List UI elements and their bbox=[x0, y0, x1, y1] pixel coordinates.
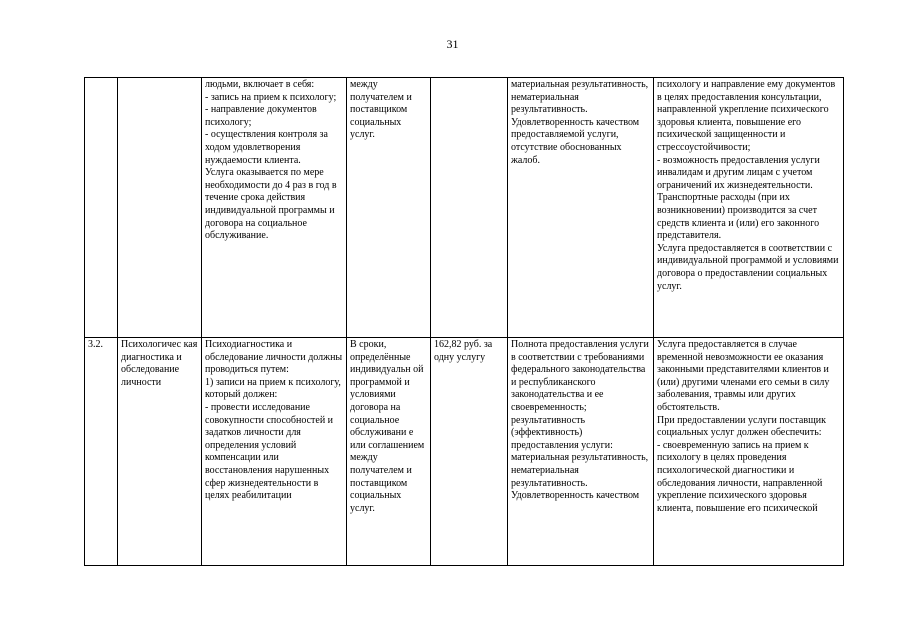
cell-num bbox=[85, 78, 118, 338]
cell-description: Психодиагностика и обследование личности должны проводиться путем: 1) записи на прием к психологу, который должен: - провести исследование совокупности способностей и задатков личности для определения условий компенсации или восстановления нарушенных сфер жизнедеятельности в целях реабилитации bbox=[202, 338, 347, 566]
cell-num: 3.2. bbox=[85, 338, 118, 566]
cell-quality-indicators: материальная результативность, нематериальная результативность. Удовлетворенность качеством предоставляемой услуги, отсутствие обоснованных жалоб. bbox=[508, 78, 654, 338]
cell-price bbox=[431, 78, 508, 338]
cell-price: 162,82 руб. за одну услугу bbox=[431, 338, 508, 566]
services-table bbox=[84, 77, 844, 566]
cell-conditions: психологу и направление ему документов в целях предоставления консультации, направленной укрепление психического здоровья клиента, повышение его психической защищенности и стрессоустойчивости; - возможность предоставления услуги инвалидам и другим лицам с учетом ограничений их жизнедеятельности. Транспортные расходы (при их возникновении) производится за счет средств клиента и (или) его законного представителя. Услуга предоставляется в соответствии с индивидуальной программой и условиями договора о предоставлении социальных услуг. bbox=[654, 78, 844, 338]
page-number: 31 bbox=[446, 37, 459, 51]
cell-quality-indicators: Полнота предоставления услуги в соответствии с требованиями федерального законодательства и республиканского законодательства и ее своевременность; результативность (эффективность) предоставления услуги: материальная результативность, нематериальная результативность. Удовлетворенность качеством bbox=[508, 338, 654, 566]
cell-conditions: Услуга предоставляется в случае временной невозможности ее оказания законными представителями клиентов и (или) другими членами его семьи в силу заболевания, травмы или других обстоятельств. При предоставлении услуги поставщик социальных услуг должен обеспечить: - своевременную запись на прием к психологу в целях проведения психологической диагностики и обследования личности, направленной укрепление психического здоровья клиента, повышение его психической bbox=[654, 338, 844, 566]
cell-terms: между получателем и поставщиком социальных услуг. bbox=[347, 78, 431, 338]
cell-description: людьми, включает в себя: - запись на прием к психологу; - направление документов психологу; - осуществления контроля за ходом удовлетворения нуждаемости клиента. Услуга оказывается по мере необходимости до 4 раз в год в течение срока действия индивидуальной программы и договора на социальное обслуживание. bbox=[202, 78, 347, 338]
cell-service-name bbox=[118, 78, 202, 338]
cell-terms: В сроки, определённые индивидуальн ой программой и условиями договора на социальное обслуживани е или соглашением между получателем и поставщиком социальных услуг. bbox=[347, 338, 431, 566]
table-row bbox=[85, 338, 844, 566]
table-row bbox=[85, 78, 844, 338]
cell-service-name: Психологичес кая диагностика и обследование личности bbox=[118, 338, 202, 566]
